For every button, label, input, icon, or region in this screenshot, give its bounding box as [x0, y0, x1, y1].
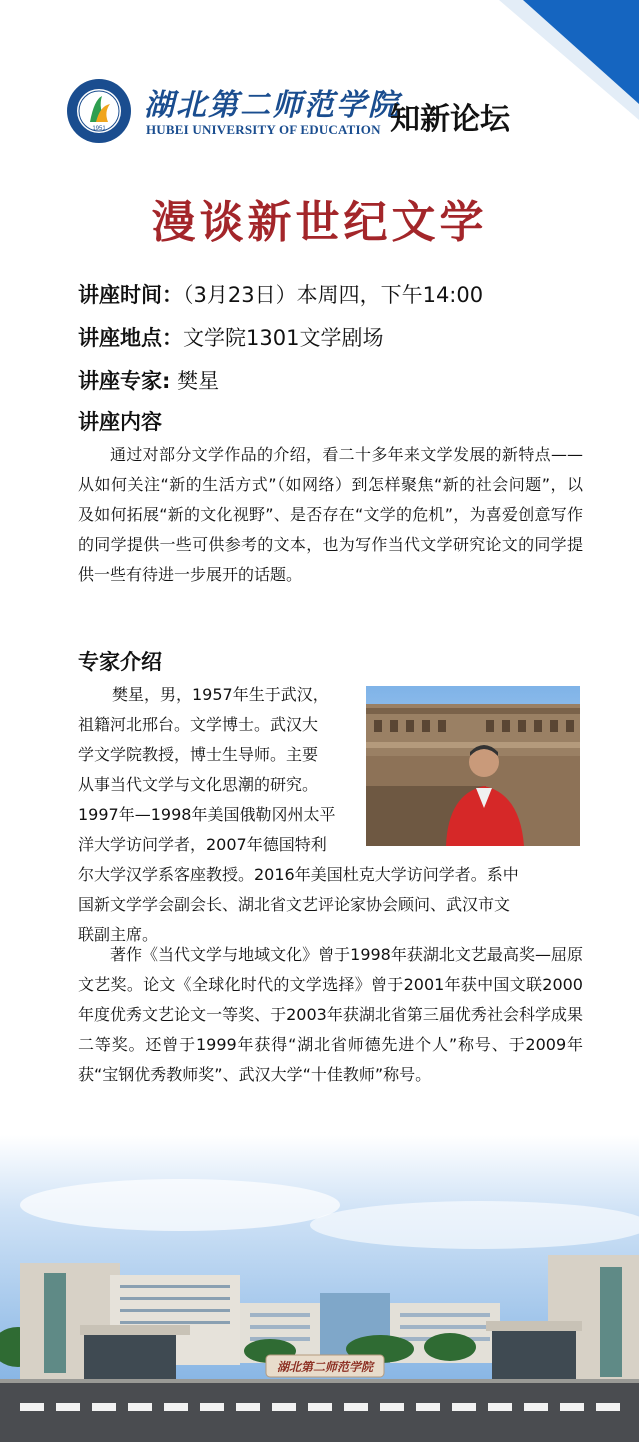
svg-text:湖北第二师范学院: 湖北第二师范学院	[276, 1360, 374, 1374]
lecture-place	[78, 322, 383, 352]
place-label: 讲座地点：	[78, 326, 183, 350]
bio-heading: 专家介绍	[78, 650, 162, 674]
bio-line: 从事当代文学与文化思潮的研究。	[78, 775, 319, 794]
expert-photo	[366, 686, 580, 846]
bio-line: 祖籍河北邢台。文学博士。武汉大	[78, 715, 319, 734]
bio-line: 尔大学汉学系客座教授。2016年美国杜克大学访问学者。系中	[78, 865, 519, 884]
lecture-time	[78, 279, 483, 309]
bio-line: 1997年—1998年美国俄勒冈州太平	[78, 805, 336, 824]
school-name-cn: 湖北第二师范学院	[144, 88, 400, 123]
lecture-title: 漫谈新世纪文学	[151, 197, 488, 248]
time-label: 讲座时间：	[78, 283, 183, 307]
content-text: 通过对部分文学作品的介绍，看二十多年来文学发展的新特点——从如何关注“新的生活方式”（如网络）到怎样聚焦“新的社会问题”，以及如何拓展“新的文化视野”、是否存在“文学的危机”，为喜爱创意写作的同学提供一些可供参考的文本，也为写作当代文学研究论文的同学提供一些有待进一步展开的话题。	[78, 445, 583, 584]
svg-text:1951: 1951	[92, 126, 106, 132]
school-name-en: HUBEI UNIVERSITY OF EDUCATION	[146, 122, 381, 137]
content-heading: 讲座内容	[78, 410, 162, 434]
bio-line: 联副主席。	[78, 925, 159, 944]
lecture-expert	[78, 365, 219, 395]
bio-works-text: 著作《当代文学与地域文化》曾于1998年获湖北文艺最高奖—屈原文艺奖。论文《全球化时代的文学选择》曾于2001年获中国文联2000年度优秀文艺论文一等奖、于2003年获湖北省第三届优秀社会科学成果二等奖。还曾于1999年获得“湖北省师德先进个人”称号、于2009年获“宝钢优秀教师奖”、武汉大学“十佳教师”称号。	[78, 945, 583, 1084]
bio-line: 学文学院教授，博士生导师。主要	[78, 745, 319, 764]
expert-label: 讲座专家:	[78, 369, 171, 393]
university-logo	[66, 78, 132, 144]
place-value: 文学院1301文学剧场	[183, 326, 384, 350]
forum-name: 知新论坛	[390, 102, 510, 137]
time-value: （3月23日）本周四，下午14:00	[183, 283, 484, 307]
bio-line: 洋大学访问学者，2007年德国特利	[78, 835, 327, 854]
campus-gate-photo	[0, 1135, 639, 1442]
bio-line: 国新文学学会副会长、湖北省文艺评论家协会顾问、武汉市文	[78, 895, 511, 914]
expert-value: 樊星	[170, 369, 220, 393]
header	[66, 78, 606, 148]
bio-line: 樊星，男，1957年生于武汉，	[112, 685, 329, 704]
